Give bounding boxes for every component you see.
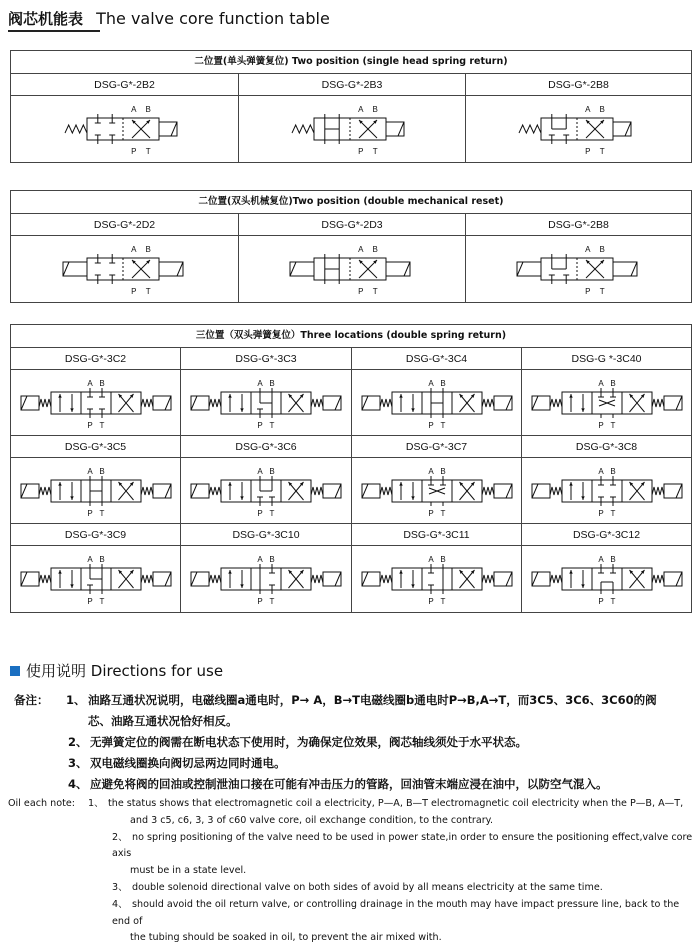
valve-envelope [562, 480, 652, 502]
port-label-t: T [610, 421, 615, 430]
spring-icon [482, 575, 494, 583]
valve-symbol-cell [466, 236, 691, 302]
valve-symbol [252, 96, 452, 160]
valve-label: DSG-G*-2B2 [11, 74, 239, 96]
valve-symbol-cell [11, 236, 239, 302]
valve-symbol [357, 458, 517, 522]
title-underline [8, 30, 100, 32]
port-label-p: P [358, 147, 364, 156]
flow-arrow-head [240, 496, 243, 500]
valve-symbol-cell [181, 546, 352, 612]
valve-symbol [527, 370, 687, 434]
note-cn-1-cont [14, 711, 694, 732]
valve-envelope [392, 568, 482, 590]
port-label-a: A [584, 245, 590, 254]
solenoid-slash [21, 396, 27, 410]
spring-icon [39, 575, 51, 583]
spring-icon [519, 125, 541, 133]
flow-arrow-head [228, 570, 231, 574]
solenoid-slash [517, 262, 523, 276]
note-en-4-cont [8, 930, 696, 947]
spring-icon [311, 575, 323, 583]
spring-icon [209, 575, 221, 583]
valve-symbol [186, 546, 346, 610]
port-label-p: P [86, 509, 93, 518]
solenoid-slash [21, 572, 27, 586]
note-number: 1、 [88, 798, 104, 809]
solenoid-slash [335, 396, 341, 410]
spring-icon [652, 487, 664, 495]
port-label-p: P [427, 509, 434, 518]
note-text: double solenoid directional valve on both sides of avoid by all means electricity at the same time. [132, 881, 603, 893]
port-label-a: A [358, 245, 364, 254]
port-label-a: A [86, 555, 93, 564]
valve-symbol [357, 546, 517, 610]
note-text: the status shows that electromagnetic coil a electricity, P—A, B—T electromagnetic coil electricity when the P—B, A—T, [108, 798, 684, 809]
port-label-a: A [597, 555, 604, 564]
valve-label: DSG-G*-2B8 [466, 214, 691, 236]
solenoid-icon [63, 262, 87, 276]
note-text: 芯、油路互通状况恰好相反。 [88, 714, 238, 728]
flow-arrow-head [58, 570, 61, 574]
note-text: 无弹簧定位的阀需在断电状态下使用时，为确保定位效果，阀芯轴线须处于水平状态。 [90, 735, 527, 749]
port-label-p: P [358, 287, 364, 296]
valve-envelope [51, 392, 141, 414]
valve-symbol-cell [522, 458, 691, 524]
port-label-t: T [99, 509, 104, 518]
solenoid-slash [63, 262, 69, 276]
solenoid-slash [191, 484, 197, 498]
note-text: the tubing should be soaked in oil, to prevent the air mixed with. [130, 932, 442, 944]
note-cn-3 [14, 753, 694, 774]
note-text: 应避免将阀的回油或控制泄油口接在可能有冲击压力的管路，回油管末端应浸在油中，以防空气混入。 [90, 777, 608, 791]
port-label-b: B [145, 245, 151, 254]
valve-envelope [221, 568, 311, 590]
port-label-b: B [439, 467, 446, 476]
flow-arrow-head [581, 496, 584, 500]
solenoid-slash [362, 484, 368, 498]
note-number: 2、 [68, 735, 88, 749]
flow-arrow-head [58, 482, 61, 486]
port-label-a: A [358, 105, 364, 114]
port-label-b: B [372, 245, 378, 254]
flow-arrow-head [70, 496, 73, 500]
solenoid-slash [21, 484, 27, 498]
valve-symbol-cell [11, 458, 181, 524]
valve-symbol [357, 370, 517, 434]
solenoid-slash [165, 572, 171, 586]
port-label-p: P [427, 421, 434, 430]
note-cn-4 [14, 774, 694, 795]
port-label-b: B [599, 105, 605, 114]
section-three-position [10, 324, 692, 613]
page-title-en: The valve core function table [96, 9, 330, 28]
valve-symbol [479, 236, 679, 300]
page-title [8, 8, 330, 32]
port-label-p: P [427, 597, 434, 606]
port-label-b: B [439, 379, 446, 388]
valve-symbol-cell [352, 370, 522, 436]
spring-icon [550, 487, 562, 495]
flow-arrow-head [70, 408, 73, 412]
port-label-a: A [130, 245, 136, 254]
port-label-a: A [257, 555, 263, 564]
valve-symbol [16, 370, 176, 434]
flow-arrow-head [581, 408, 584, 412]
port-label-p: P [130, 147, 136, 156]
valve-label: DSG-G*-3C6 [181, 436, 352, 458]
valve-label: DSG-G*-3C10 [181, 524, 352, 546]
spring-icon [550, 575, 562, 583]
note-en-1-cont [8, 813, 696, 830]
flow-arrow-head [58, 394, 61, 398]
flow-arrow-head [569, 570, 572, 574]
spring-icon [380, 575, 392, 583]
valve-symbol-cell [11, 370, 181, 436]
port-label-b: B [439, 555, 446, 564]
valve-label: DSG-G*-3C5 [11, 436, 181, 458]
port-label-b: B [98, 379, 105, 388]
note-number: 4、 [112, 898, 128, 910]
valve-symbol-cell [522, 546, 691, 612]
solenoid-slash [404, 262, 410, 276]
valve-label: DSG-G*-2B8 [466, 74, 691, 96]
solenoid-slash [506, 396, 512, 410]
port-label-a: A [597, 379, 604, 388]
port-label-p: P [584, 147, 590, 156]
note-cn-1 [14, 690, 694, 711]
valve-label: DSG-G*-3C7 [352, 436, 522, 458]
spring-icon [141, 575, 153, 583]
notes-lead: Oil each note: [8, 798, 75, 809]
valve-symbol-cell [522, 370, 691, 436]
flow-arrow-head [399, 394, 402, 398]
solenoid-slash [506, 572, 512, 586]
flow-arrow-head [228, 482, 231, 486]
port-label-b: B [98, 467, 105, 476]
valve-label: DSG-G*-3C12 [522, 524, 691, 546]
port-label-b: B [269, 467, 275, 476]
solenoid-slash [362, 396, 368, 410]
valve-label: DSG-G*-3C9 [11, 524, 181, 546]
solenoid-slash [532, 396, 538, 410]
valve-symbol [252, 236, 452, 300]
valve-symbol [25, 236, 225, 300]
solenoid-slash [532, 484, 538, 498]
flow-arrow-head [70, 584, 73, 588]
note-number: 3、 [112, 881, 128, 893]
spring-icon [39, 487, 51, 495]
flow-arrow-head [411, 584, 414, 588]
solenoid-slash [191, 396, 197, 410]
note-en-2-cont [8, 863, 696, 880]
port-label-a: A [584, 105, 590, 114]
port-label-b: B [599, 245, 605, 254]
valve-symbol [527, 546, 687, 610]
solenoid-icon [290, 262, 314, 276]
valve-symbol-cell [466, 96, 691, 162]
port-label-p: P [257, 421, 263, 430]
solenoid-slash [676, 396, 682, 410]
port-label-t: T [440, 597, 445, 606]
port-label-b: B [269, 555, 275, 564]
port-label-a: A [86, 467, 93, 476]
spring-icon [550, 399, 562, 407]
spring-icon [482, 487, 494, 495]
solenoid-slash [362, 572, 368, 586]
page-title-cn: 阀芯机能表 [8, 10, 84, 28]
port-label-b: B [609, 555, 616, 564]
port-label-p: P [86, 597, 93, 606]
port-label-a: A [257, 467, 263, 476]
valve-label: DSG-G*-2D3 [239, 214, 466, 236]
note-en-2 [8, 830, 696, 864]
solenoid-slash [177, 262, 183, 276]
port-label-t: T [372, 287, 378, 296]
section-header: 二位置(单头弹簧复位) Two position (single head spring return) [11, 51, 691, 74]
port-label-t: T [372, 147, 378, 156]
port-label-t: T [99, 421, 104, 430]
valve-label: DSG-G*-2D2 [11, 214, 239, 236]
valve-symbol-cell [181, 458, 352, 524]
spring-icon [311, 399, 323, 407]
port-label-t: T [269, 597, 275, 606]
port-label-p: P [584, 287, 590, 296]
valve-symbol-cell [11, 546, 181, 612]
port-label-p: P [86, 421, 93, 430]
section-header: 三位置（双头弹簧复位）Three locations (double spring return) [11, 325, 691, 348]
note-text: must be in a state level. [130, 865, 247, 877]
solenoid-icon [517, 262, 541, 276]
port-label-t: T [599, 287, 605, 296]
valve-symbol [186, 370, 346, 434]
port-label-p: P [257, 597, 263, 606]
port-label-b: B [609, 379, 616, 388]
solenoid-slash [165, 396, 171, 410]
valve-symbol-cell [11, 96, 239, 162]
port-label-p: P [597, 597, 604, 606]
port-label-t: T [440, 509, 445, 518]
note-en-4 [8, 897, 696, 931]
port-label-t: T [269, 509, 275, 518]
solenoid-slash [631, 262, 637, 276]
solenoid-slash [532, 572, 538, 586]
solenoid-slash [398, 122, 404, 136]
port-label-a: A [86, 379, 93, 388]
spring-icon [380, 399, 392, 407]
solenoid-slash [625, 122, 631, 136]
square-bullet-icon [10, 666, 20, 676]
solenoid-slash [171, 122, 177, 136]
valve-symbol-cell [352, 546, 522, 612]
valve-symbol-cell [239, 236, 466, 302]
port-label-a: A [257, 379, 263, 388]
note-text: should avoid the oil return valve, or controlling drainage in the mouth may have impact pressure line, back to the end of [112, 898, 680, 927]
port-label-t: T [99, 597, 104, 606]
valve-symbol [186, 458, 346, 522]
valve-symbol [16, 546, 176, 610]
flow-arrow-head [411, 496, 414, 500]
port-label-t: T [145, 147, 151, 156]
flow-arrow-head [569, 394, 572, 398]
note-number: 2、 [112, 831, 128, 843]
port-label-t: T [599, 147, 605, 156]
valve-label: DSG-G*-3C4 [352, 348, 522, 370]
flow-arrow-head [399, 482, 402, 486]
solenoid-slash [191, 572, 197, 586]
valve-symbol-cell [239, 96, 466, 162]
spring-icon [292, 125, 314, 133]
note-en-3 [8, 880, 696, 897]
note-number: 4、 [68, 777, 88, 791]
spring-icon [65, 125, 87, 133]
valve-envelope [562, 568, 652, 590]
solenoid-slash [676, 572, 682, 586]
flow-arrow-head [581, 584, 584, 588]
spring-icon [39, 399, 51, 407]
valve-symbol [16, 458, 176, 522]
flow-arrow-head [569, 482, 572, 486]
note-text: and 3 c5, c6, 3, 3 of c60 valve core, oil exchange condition, to the contrary. [130, 814, 494, 826]
port-label-p: P [257, 509, 263, 518]
valve-label: DSG-G *-3C40 [522, 348, 691, 370]
port-label-p: P [130, 287, 136, 296]
solenoid-slash [165, 484, 171, 498]
spring-icon [209, 399, 221, 407]
note-cn-2 [14, 732, 694, 753]
port-label-t: T [610, 509, 615, 518]
port-label-b: B [145, 105, 151, 114]
section-two-position-mechanical [10, 190, 692, 303]
valve-label: DSG-G*-3C8 [522, 436, 691, 458]
spring-icon [311, 487, 323, 495]
solenoid-icon [159, 262, 183, 276]
solenoid-slash [335, 484, 341, 498]
flow-arrow-head [240, 584, 243, 588]
solenoid-slash [676, 484, 682, 498]
solenoid-slash [290, 262, 296, 276]
directions-heading [10, 660, 223, 680]
note-text: 油路互通状况说明，电磁线圈a通电时，P→ A，B→T电磁线圈b通电时P→B,A→T，而3C5、3C6、3C60的阀 [88, 693, 657, 707]
flow-arrow-head [240, 408, 243, 412]
valve-symbol [479, 96, 679, 160]
port-label-b: B [609, 467, 616, 476]
notes-lead: 备注： [14, 693, 49, 707]
solenoid-icon [613, 262, 637, 276]
port-label-a: A [427, 379, 434, 388]
note-number: 1、 [66, 693, 86, 707]
valve-symbol [25, 96, 225, 160]
flow-arrow-head [228, 394, 231, 398]
solenoid-slash [335, 572, 341, 586]
port-label-a: A [597, 467, 604, 476]
port-label-a: A [427, 555, 434, 564]
valve-symbol [527, 458, 687, 522]
port-label-b: B [269, 379, 275, 388]
flow-arrow-head [399, 570, 402, 574]
spring-icon [209, 487, 221, 495]
notes-chinese [14, 690, 694, 795]
spring-icon [141, 487, 153, 495]
spring-icon [652, 575, 664, 583]
port-label-t: T [269, 421, 275, 430]
note-number: 3、 [68, 756, 88, 770]
directions-heading-text: 使用说明 Directions for use [26, 662, 224, 680]
port-label-t: T [145, 287, 151, 296]
section-two-position-spring [10, 50, 692, 163]
port-label-p: P [597, 509, 604, 518]
port-label-p: P [597, 421, 604, 430]
note-text: no spring positioning of the valve need to be used in power state,in order to ensure the positioning effect,valve core axis [112, 831, 693, 860]
valve-label: DSG-G*-3C11 [352, 524, 522, 546]
spring-icon [482, 399, 494, 407]
valve-label: DSG-G*-3C3 [181, 348, 352, 370]
spring-icon [141, 399, 153, 407]
port-label-t: T [610, 597, 615, 606]
note-en-1 [8, 796, 696, 813]
port-label-b: B [372, 105, 378, 114]
note-text: 双电磁线圈换向阀切忌两边同时通电。 [90, 756, 286, 770]
solenoid-icon [386, 262, 410, 276]
flow-arrow-head [411, 408, 414, 412]
valve-symbol-cell [181, 370, 352, 436]
spring-icon [380, 487, 392, 495]
port-label-t: T [440, 421, 445, 430]
spring-icon [652, 399, 664, 407]
valve-label: DSG-G*-3C2 [11, 348, 181, 370]
valve-symbol-cell [352, 458, 522, 524]
section-header: 二位置(双头机械复位)Two position (double mechanical reset) [11, 191, 691, 214]
notes-english [8, 796, 696, 947]
valve-label: DSG-G*-2B3 [239, 74, 466, 96]
port-label-a: A [427, 467, 434, 476]
port-label-a: A [130, 105, 136, 114]
port-label-b: B [98, 555, 105, 564]
solenoid-slash [506, 484, 512, 498]
